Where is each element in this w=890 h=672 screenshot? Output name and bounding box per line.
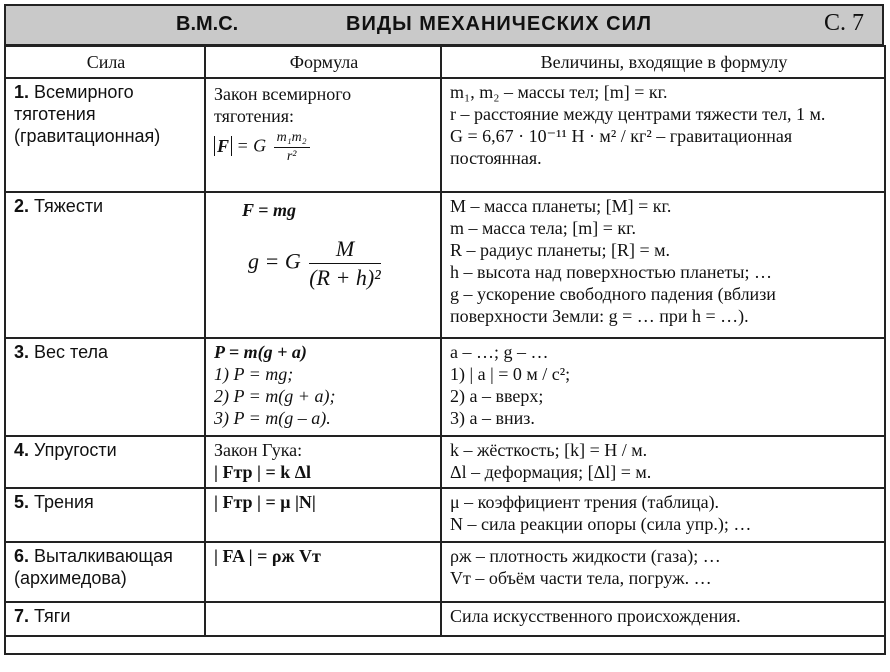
quantity-line: R – радиус планеты; [R] = м. <box>450 240 670 260</box>
quantity-line: 1) | a | = 0 м / с²; <box>450 364 571 384</box>
quantity-line: g – ускорение свободного падения (вблизи поверхности Земли: g = … при h = …). <box>450 284 776 326</box>
fraction-denominator: r² <box>286 149 297 164</box>
formula-line: Закон Гука: <box>214 440 303 460</box>
quantity-line: Δl – деформация; [Δl] = м. <box>450 462 652 482</box>
formula-line: 3) P = m(g – a). <box>214 408 331 428</box>
formula-lhs: g = G <box>248 248 301 274</box>
page-number: С. 7 <box>823 10 864 36</box>
force-name: Тяги <box>34 606 71 626</box>
quantity-line: m – масса тела; [m] = кг. <box>450 218 637 238</box>
formula-line: | FA | = ρж Vт <box>214 546 321 566</box>
force-name-cell <box>5 488 205 542</box>
empty-bottom-cell <box>5 636 885 654</box>
formula-cell <box>205 436 441 488</box>
quantities-cell <box>441 542 885 602</box>
formula-line: | Fтр | = k Δl <box>214 462 312 482</box>
formula-line: | Fтр | = μ |N| <box>214 492 316 512</box>
quantity-line: M – масса планеты; [M] = кг. <box>450 196 672 216</box>
quantity-line: k – жёсткость; [k] = Н / м. <box>450 440 648 460</box>
page-title: ВИДЫ МЕХАНИЧЕСКИХ СИЛ <box>346 13 652 35</box>
header-abbreviation: В.М.С. <box>176 13 239 35</box>
force-name: Тяжести <box>34 196 104 216</box>
table-row <box>5 636 885 654</box>
row-number: 5. <box>14 492 30 512</box>
formula-cell <box>205 542 441 602</box>
force-name-cell <box>5 436 205 488</box>
formula-fraction <box>309 235 381 292</box>
formula-lhs: F <box>214 136 232 156</box>
force-name-cell <box>5 338 205 436</box>
gravitation-formula <box>214 129 434 166</box>
column-header-quantities: Величины, входящие в формулу <box>441 46 885 78</box>
quantity-line: 2) a – вверх; <box>450 386 544 406</box>
formula-line: 2) P = m(g + a); <box>214 386 336 406</box>
formula-cell <box>205 78 441 192</box>
row-number: 1. <box>14 82 30 102</box>
force-name: Упругости <box>34 440 117 460</box>
quantity-line: a – …; g – … <box>450 342 549 362</box>
quantity-line: G = 6,67 · 10⁻¹¹ Н · м² / кг² – гравитационная постоянная. <box>450 126 793 168</box>
title-bar <box>4 4 884 46</box>
formula-cell <box>205 602 441 636</box>
formula-line: 1) P = mg; <box>214 364 294 384</box>
quantity-line: h – высота над поверхностью планеты; … <box>450 262 772 282</box>
quantity-line: ρж – плотность жидкости (газа); … <box>450 546 721 566</box>
quantity-line: 3) a – вниз. <box>450 408 535 428</box>
force-name-cell <box>5 542 205 602</box>
table-row <box>5 436 885 488</box>
quantity-line: N – сила реакции опоры (сила упр.); … <box>450 514 752 534</box>
formula-fraction <box>274 129 310 166</box>
force-name-cell <box>5 602 205 636</box>
row-number: 4. <box>14 440 30 460</box>
quantity-line: r – расстояние между центрами тяжести тел, 1 м. <box>450 104 826 124</box>
quantity-line: Сила искусственного происхождения. <box>450 606 741 626</box>
row-number: 3. <box>14 342 30 362</box>
table-row <box>5 488 885 542</box>
quantities-cell <box>441 602 885 636</box>
quantity-line: m₁, m₂ – массы тел; [m] = кг. <box>450 82 668 102</box>
fraction-numerator: M <box>309 235 381 264</box>
force-name: Всемирного тяготения (гравитационная) <box>14 82 161 146</box>
quantities-cell <box>441 436 885 488</box>
table-row <box>5 338 885 436</box>
forces-table <box>4 45 886 655</box>
quantity-line: μ – коэффициент трения (таблица). <box>450 492 720 512</box>
quantities-cell <box>441 192 885 338</box>
formula-cell <box>205 192 441 338</box>
quantities-cell <box>441 78 885 192</box>
row-number: 2. <box>14 196 30 216</box>
column-header-formula: Формула <box>205 46 441 78</box>
quantity-line: Vт – объём части тела, погруж. … <box>450 568 712 588</box>
gravity-formula: F = mg <box>242 200 296 220</box>
table-row <box>5 78 885 192</box>
force-name-cell <box>5 192 205 338</box>
formula-line: P = m(g + a) <box>214 342 307 362</box>
table-row <box>5 542 885 602</box>
force-name-cell <box>5 78 205 192</box>
row-number: 6. <box>14 546 30 566</box>
formula-equals: = G <box>236 135 267 156</box>
formula-cell <box>205 488 441 542</box>
force-name: Трения <box>34 492 94 512</box>
force-name: Выталкивающая (архимедова) <box>14 546 173 588</box>
quantities-cell <box>441 338 885 436</box>
force-name: Вес тела <box>34 342 109 362</box>
table-row <box>5 192 885 338</box>
formula-lead-text: Закон всемирного тяготения: <box>214 84 352 126</box>
column-header-force: Сила <box>5 46 205 78</box>
table-header-row <box>5 46 885 78</box>
formula-cell <box>205 338 441 436</box>
fraction-denominator: (R + h)² <box>309 265 381 290</box>
free-fall-formula <box>248 235 434 292</box>
table-row <box>5 602 885 636</box>
fraction-numerator: m₁m₂ <box>274 129 310 148</box>
row-number: 7. <box>14 606 30 626</box>
quantities-cell <box>441 488 885 542</box>
